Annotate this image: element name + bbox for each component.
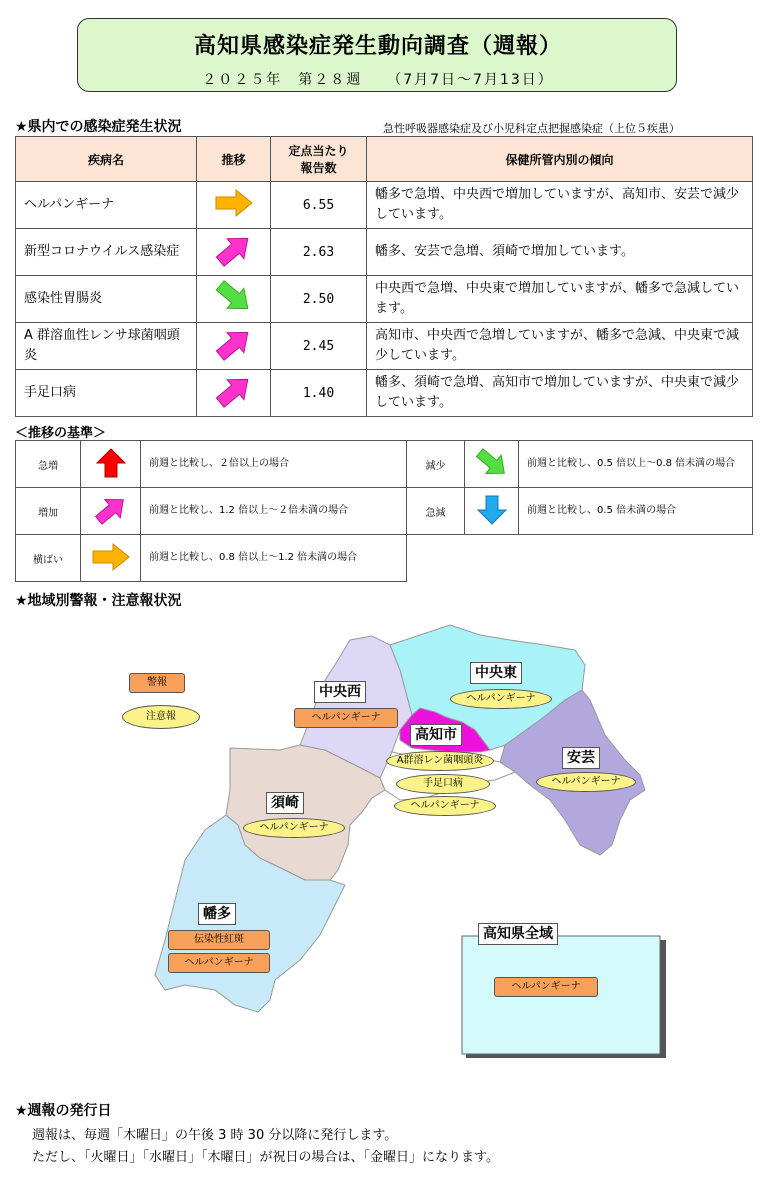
region-label-prefecture: 高知県全域: [478, 923, 558, 945]
hata-warning-badge-1: 伝染性紅斑: [168, 930, 270, 950]
legend-label-decrease: 減少: [407, 441, 465, 488]
tendency-text: 幡多で急増、中央西で増加していますが、高知市、安芸で減少しています。: [367, 182, 753, 229]
kochi-city-caution-badge-3: ヘルパンギーナ: [394, 796, 496, 816]
rate-value: 2.63: [271, 229, 367, 276]
table-note: 急性呼吸器感染症及び小児科定点把握感染症（上位５疾患）: [383, 122, 680, 135]
page-title: 高知県感染症発生動向調査（週報）: [193, 34, 562, 59]
disease-name: 感染性胃腸炎: [16, 276, 197, 323]
footer-line-2: ただし、「火曜日」「水曜日」「木曜日」が祝日の場合は、「金曜日」になります。: [32, 1150, 499, 1165]
region-label-kochi-city: 高知市: [410, 724, 462, 746]
legend-heading: ＜推移の基準＞: [15, 426, 107, 441]
disease-name: 手足口病: [16, 370, 197, 417]
tendency-text: 中央西で急増、中央東で増加していますが、幡多で急減しています。: [367, 276, 753, 323]
legend-desc-plunge: 前週と比較し、0.5 倍未満の場合: [519, 488, 753, 535]
legend-desc-increase: 前週と比較し、1.2 倍以上～２倍未満の場合: [141, 488, 407, 535]
disease-name: ヘルパンギーナ: [16, 182, 197, 229]
kochi-city-caution-badge-2: 手足口病: [396, 774, 490, 794]
footer-line-1: 週報は、毎週「木曜日」の午後 3 時 30 分以降に発行します。: [32, 1128, 398, 1143]
rate-value: 6.55: [271, 182, 367, 229]
chuo-nishi-warning-badge: ヘルパンギーナ: [294, 708, 398, 728]
kochi-city-caution-badge-1: A群溶レン菌咽頭炎: [386, 751, 494, 771]
footer-heading: ★週報の発行日: [15, 1103, 112, 1119]
chuo-higashi-caution-badge: ヘルパンギーナ: [450, 689, 552, 709]
hata-warning-badge-2: ヘルパンギーナ: [168, 953, 270, 973]
rate-value: 2.45: [271, 323, 367, 370]
col-header-trend: 推移: [197, 137, 271, 182]
tendency-text: 幡多、須崎で急増、高知市で増加していますが、中央東で減少しています。: [367, 370, 753, 417]
col-header-rate-line1: 定点当たり: [288, 144, 349, 158]
legend-desc-flat: 前週と比較し、0.8 倍以上～1.2 倍未満の場合: [141, 535, 407, 582]
prefecture-warning-badge: ヘルパンギーナ: [494, 977, 598, 997]
col-header-rate-line2: 報告数: [300, 161, 337, 175]
legend-label-increase: 増加: [16, 488, 81, 535]
tendency-text: 幡多、安芸で急増、須崎で増加しています。: [367, 229, 753, 276]
susaki-caution-badge: ヘルパンギーナ: [243, 818, 345, 838]
legend-caution-badge: 注意報: [122, 705, 200, 729]
region-label-susaki: 須崎: [266, 792, 304, 814]
region-label-chuo-nishi: 中央西: [314, 681, 366, 703]
legend-desc-surge: 前週と比較し、２倍以上の場合: [141, 441, 407, 488]
disease-name: A 群溶血性レンサ球菌咽頭炎: [16, 323, 197, 370]
legend-label-surge: 急増: [16, 441, 81, 488]
disease-name: 新型コロナウイルス感染症: [16, 229, 197, 276]
page-subtitle: ２０２５年 第２８週 （7月7日～7月13日）: [202, 72, 554, 88]
section-heading-alerts: ★地域別警報・注意報状況: [15, 593, 182, 609]
section-heading-status: ★県内での感染症発生状況: [15, 119, 182, 135]
tendency-text: 高知市、中央西で急増していますが、幡多で急減、中央東で減少しています。: [367, 323, 753, 370]
legend-label-plunge: 急減: [407, 488, 465, 535]
legend-desc-decrease: 前週と比較し、0.5 倍以上～0.8 倍未満の場合: [519, 441, 753, 488]
rate-value: 1.40: [271, 370, 367, 417]
col-header-tendency: 保健所管内別の傾向: [367, 137, 753, 182]
rate-value: 2.50: [271, 276, 367, 323]
region-label-hata: 幡多: [198, 903, 236, 925]
region-label-aki: 安芸: [562, 747, 600, 769]
aki-caution-badge: ヘルパンギーナ: [536, 772, 636, 792]
region-label-chuo-higashi: 中央東: [470, 662, 522, 684]
legend-label-flat: 横ばい: [16, 535, 81, 582]
col-header-disease: 疾病名: [16, 137, 197, 182]
legend-warning-badge: 警報: [129, 673, 185, 693]
